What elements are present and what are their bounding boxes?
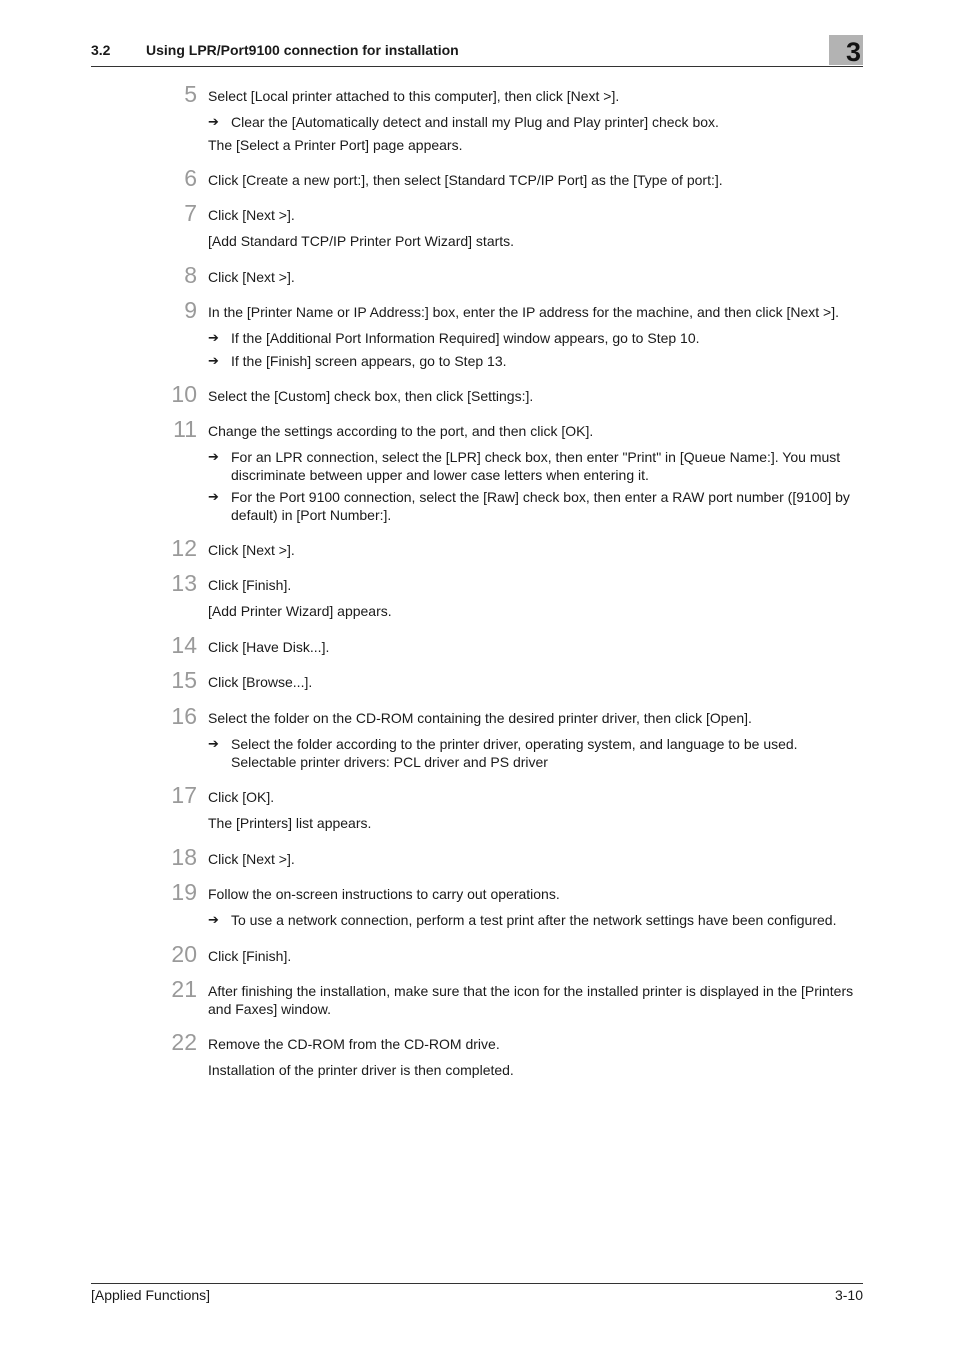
step-number: 8	[184, 262, 197, 288]
footer-manual-title: [Applied Functions]	[91, 1287, 211, 1303]
step-text: Click [Next >].	[208, 851, 295, 867]
step-number: 5	[184, 81, 197, 107]
step-text: Click [Browse...].	[208, 674, 313, 690]
step-note: Select the folder according to the printer driver, operating system, and language to be used. Selectable printer drivers: PCL driver and PS driver	[231, 736, 798, 770]
step-note: If the [Finish] screen appears, go to Step 13.	[231, 353, 507, 369]
step-note: For an LPR connection, select the [LPR] check box, then enter "Print" in [Queue Name:]. You must discriminate between upper and lower case letters when entering it.	[231, 449, 841, 483]
step-text: Click [Next >].	[208, 269, 295, 285]
step-text: In the [Printer Name or IP Address:] box, enter the IP address for the machine, and then click [Next >].	[208, 304, 839, 320]
step-text: After finishing the installation, make sure that the icon for the installed printer is displayed in the [Printers and Faxes] window.	[208, 983, 854, 1017]
step-text: Click [Have Disk...].	[208, 639, 330, 655]
chapter-number: 3	[845, 37, 861, 67]
page-footer	[91, 1283, 863, 1308]
step-text: Click [Create a new port:], then select [Standard TCP/IP Port] as the [Type of port:].	[208, 172, 723, 188]
step-text: Select [Local printer attached to this computer], then click [Next >].	[208, 88, 620, 104]
arrow-icon: ➔	[208, 114, 219, 129]
step-number: 11	[173, 416, 197, 442]
step-text: Change the settings according to the port, and then click [OK].	[208, 423, 594, 439]
arrow-icon: ➔	[208, 353, 219, 368]
step-text: Remove the CD-ROM from the CD-ROM drive.	[208, 1036, 500, 1052]
step-number: 9	[184, 297, 197, 323]
step-number: 18	[171, 844, 197, 870]
step-note: To use a network connection, perform a test print after the network settings have been configured.	[231, 912, 837, 928]
step-text: Select the [Custom] check box, then click [Settings:].	[208, 388, 534, 404]
step-number: 6	[184, 165, 197, 191]
page-number: 3-10	[834, 1287, 863, 1303]
step-text: Follow the on-screen instructions to carry out operations.	[208, 886, 560, 902]
arrow-icon: ➔	[208, 330, 219, 345]
step-number: 21	[171, 976, 197, 1002]
section-title: Using LPR/Port9100 connection for installation	[146, 42, 459, 58]
step-result: Installation of the printer driver is then completed.	[208, 1062, 514, 1078]
arrow-icon: ➔	[208, 912, 219, 927]
step-number: 15	[171, 667, 197, 693]
step-number: 7	[184, 200, 197, 226]
step-text: Click [Next >].	[208, 542, 295, 558]
step-number: 20	[171, 941, 197, 967]
step-number: 12	[171, 535, 197, 561]
arrow-icon: ➔	[208, 489, 219, 504]
step-result: [Add Printer Wizard] appears.	[208, 603, 392, 619]
step-number: 22	[171, 1029, 197, 1055]
step-text: Click [OK].	[208, 789, 275, 805]
step-number: 16	[171, 703, 197, 729]
section-number: 3.2	[91, 42, 111, 58]
step-number: 19	[171, 879, 197, 905]
step-note: If the [Additional Port Information Required] window appears, go to Step 10.	[231, 330, 700, 346]
page-header	[91, 38, 863, 67]
step-number: 13	[171, 570, 197, 596]
step-text: Select the folder on the CD-ROM containing the desired printer driver, then click [Open].	[208, 710, 752, 726]
step-text: Click [Finish].	[208, 577, 292, 593]
arrow-icon: ➔	[208, 449, 219, 464]
step-result: [Add Standard TCP/IP Printer Port Wizard] starts.	[208, 233, 515, 249]
step-note: Clear the [Automatically detect and install my Plug and Play printer] check box.	[231, 114, 719, 130]
step-text: Click [Next >].	[208, 207, 295, 223]
step-note: For the Port 9100 connection, select the [Raw] check box, then enter a RAW port number ([9100] by default) in [Port Number:].	[231, 489, 850, 523]
step-text: Click [Finish].	[208, 948, 292, 964]
arrow-icon: ➔	[208, 736, 219, 751]
step-number: 14	[171, 632, 197, 658]
step-number: 10	[171, 381, 197, 407]
step-result: The [Printers] list appears.	[208, 815, 372, 831]
step-result: The [Select a Printer Port] page appears.	[208, 137, 463, 153]
step-number: 17	[171, 782, 197, 808]
